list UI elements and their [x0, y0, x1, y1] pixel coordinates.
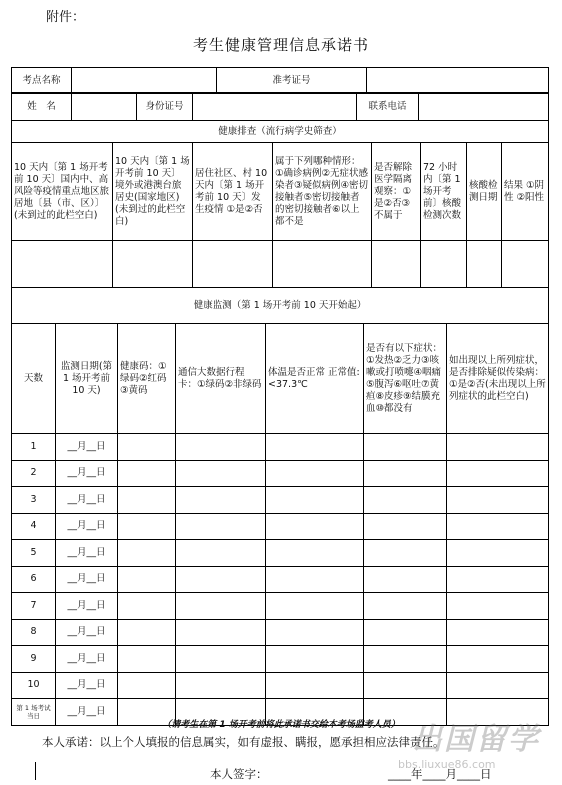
- table-row: [12, 593, 549, 620]
- monitoring-cell[interactable]: [176, 487, 266, 514]
- monitoring-date[interactable]: __月__日: [56, 487, 118, 514]
- monitoring-cell[interactable]: [118, 460, 176, 487]
- day-number: 第 1 场考试当日: [12, 699, 56, 726]
- monitoring-col-header: 如出现以上所列症状，是否排除疑似传染病：①是②否(未出现以上所列症状的此栏空白): [447, 324, 549, 434]
- monitoring-cell[interactable]: [364, 460, 447, 487]
- table-row: [12, 540, 549, 567]
- monitoring-cell[interactable]: [176, 513, 266, 540]
- monitoring-cell[interactable]: [364, 619, 447, 646]
- monitoring-cell[interactable]: [118, 540, 176, 567]
- monitoring-date[interactable]: __月__日: [56, 672, 118, 699]
- monitoring-cell[interactable]: [266, 513, 364, 540]
- table-row: [12, 460, 549, 487]
- screening-col-header: 核酸检测日期: [467, 143, 502, 241]
- monitoring-cell[interactable]: [176, 646, 266, 673]
- table-row: [12, 646, 549, 673]
- screening-cell[interactable]: [193, 241, 273, 288]
- day-number: 6: [12, 566, 56, 593]
- monitoring-cell[interactable]: [447, 540, 549, 567]
- day-number: 5: [12, 540, 56, 567]
- monitoring-cell[interactable]: [266, 593, 364, 620]
- page-title: 考生健康管理信息承诺书: [192, 36, 369, 54]
- screening-col-header: 居住社区、村 10 天内〔第 1 场开考前 10 天〕发生疫情 ①是②否: [193, 143, 273, 241]
- monitoring-cell[interactable]: [447, 593, 549, 620]
- monitoring-cell[interactable]: [176, 619, 266, 646]
- day-number: 3: [12, 487, 56, 514]
- screening-col-header: 10 天内〔第 1 场开考前 10 天〕境外或港澳台旅居史(国家地区)(未到过的此栏空白): [113, 143, 193, 241]
- monitoring-cell[interactable]: [447, 566, 549, 593]
- monitoring-cell[interactable]: [447, 460, 549, 487]
- monitoring-cell[interactable]: [176, 566, 266, 593]
- monitoring-date[interactable]: __月__日: [56, 434, 118, 461]
- monitoring-cell[interactable]: [176, 540, 266, 567]
- monitoring-cell[interactable]: [266, 434, 364, 461]
- monitoring-cell[interactable]: [118, 566, 176, 593]
- monitoring-cell[interactable]: [118, 646, 176, 673]
- screening-cell[interactable]: [113, 241, 193, 288]
- attachment-label: 附件：: [46, 10, 86, 25]
- monitoring-cell[interactable]: [447, 646, 549, 673]
- day-number: 7: [12, 593, 56, 620]
- screening-cell[interactable]: [372, 241, 421, 288]
- monitoring-cell[interactable]: [447, 619, 549, 646]
- monitoring-cell[interactable]: [447, 487, 549, 514]
- monitoring-cell[interactable]: [364, 540, 447, 567]
- ticket-no-label: 准考证号: [217, 68, 367, 94]
- table-row: [12, 513, 549, 540]
- monitoring-date[interactable]: __月__日: [56, 513, 118, 540]
- monitoring-col-header: 体温是否正常 正常值:<37.3℃: [266, 324, 364, 434]
- monitoring-col-header: 监测日期(第 1 场开考前 10 天): [56, 324, 118, 434]
- monitoring-cell[interactable]: [447, 513, 549, 540]
- monitoring-section-title: 健康监测（第 1 场开考前 10 天开始起）: [12, 288, 549, 324]
- screening-col-header: 10 天内〔第 1 场开考前 10 天〕国内中、高风险等疫情重点地区旅居地〔县（市、区）〕(未到过的此栏空白): [12, 143, 113, 241]
- exam-site-field[interactable]: [72, 68, 217, 94]
- day-number: 2: [12, 460, 56, 487]
- screening-col-header: 结果 ①阴性 ②阳性: [502, 143, 549, 241]
- monitoring-cell[interactable]: [364, 646, 447, 673]
- monitoring-col-header: 天数: [12, 324, 56, 434]
- monitoring-col-header: 健康码：①绿码②红码③黄码: [118, 324, 176, 434]
- table-row: [12, 566, 549, 593]
- footer-note: （请考生在第 1 场开考前将此承诺书交给本考场监考人员）: [162, 720, 400, 730]
- monitoring-date[interactable]: __月__日: [56, 646, 118, 673]
- monitoring-cell[interactable]: [176, 460, 266, 487]
- monitoring-cell[interactable]: [266, 566, 364, 593]
- monitoring-date[interactable]: __月__日: [56, 619, 118, 646]
- day-number: 9: [12, 646, 56, 673]
- monitoring-date[interactable]: __月__日: [56, 699, 118, 726]
- screening-cell[interactable]: [502, 241, 549, 288]
- monitoring-cell[interactable]: [364, 593, 447, 620]
- monitoring-cell[interactable]: [118, 619, 176, 646]
- name-field[interactable]: [72, 93, 137, 121]
- monitoring-cell[interactable]: [364, 487, 447, 514]
- monitoring-date[interactable]: __月__日: [56, 566, 118, 593]
- monitoring-cell[interactable]: [266, 672, 364, 699]
- ticket-no-field[interactable]: [367, 68, 549, 94]
- monitoring-cell[interactable]: [364, 513, 447, 540]
- monitoring-cell[interactable]: [447, 672, 549, 699]
- signature-date: ____年____月____日: [388, 767, 492, 781]
- monitoring-cell[interactable]: [176, 593, 266, 620]
- id-no-field[interactable]: [193, 93, 357, 121]
- screening-cell[interactable]: [421, 241, 467, 288]
- phone-field[interactable]: [419, 93, 549, 121]
- monitoring-col-header: 是否有以下症状：①发热②乏力③咳嗽或打喷嚏④咽痛⑤腹泻⑥呕吐⑦黄疸⑧皮疹⑨结膜充血⑩都没有: [364, 324, 447, 434]
- monitoring-cell[interactable]: [364, 672, 447, 699]
- monitoring-cell[interactable]: [266, 619, 364, 646]
- signature-label: 本人签字：: [210, 767, 268, 781]
- day-number: 4: [12, 513, 56, 540]
- watermark-logo: 出国留学: [412, 722, 540, 757]
- monitoring-cell[interactable]: [364, 566, 447, 593]
- monitoring-cell[interactable]: [118, 513, 176, 540]
- monitoring-cell[interactable]: [118, 487, 176, 514]
- monitoring-cell[interactable]: [176, 434, 266, 461]
- monitoring-cell[interactable]: [118, 672, 176, 699]
- monitoring-col-header: 通信大数据行程卡：①绿码②非绿码: [176, 324, 266, 434]
- table-row: [12, 672, 549, 699]
- margin-mark: [35, 762, 36, 780]
- day-number: 8: [12, 619, 56, 646]
- info-table-2: [11, 92, 549, 121]
- monitoring-cell[interactable]: [266, 540, 364, 567]
- monitoring-cell[interactable]: [266, 460, 364, 487]
- monitoring-cell[interactable]: [447, 434, 549, 461]
- phone-label: 联系电话: [357, 93, 419, 121]
- exam-site-label: 考点名称: [12, 68, 72, 94]
- screening-cell[interactable]: [467, 241, 502, 288]
- screening-table: [11, 120, 549, 288]
- screening-col-header: 是否解除医学隔离观察：①是②否③不属于: [372, 143, 421, 241]
- name-label: 姓 名: [12, 93, 72, 121]
- watermark-url: bbs.liuxue86.com: [398, 758, 496, 771]
- id-no-label: 身份证号: [137, 93, 193, 121]
- monitoring-cell[interactable]: [266, 487, 364, 514]
- day-number: 1: [12, 434, 56, 461]
- table-row: [12, 434, 549, 461]
- monitoring-cell[interactable]: [176, 672, 266, 699]
- monitoring-date[interactable]: __月__日: [56, 540, 118, 567]
- monitoring-date[interactable]: __月__日: [56, 460, 118, 487]
- table-row: [12, 487, 549, 514]
- monitoring-cell[interactable]: [266, 646, 364, 673]
- info-table: [11, 67, 549, 94]
- screening-col-header: 属于下列哪种情形：①确诊病例②无症状感染者③疑似病例④密切接触者⑤密切接触者的密切接触者⑥以上都不是: [273, 143, 372, 241]
- monitoring-date[interactable]: __月__日: [56, 593, 118, 620]
- monitoring-table: [11, 287, 549, 726]
- screening-section-title: 健康排查（流行病学史筛查）: [12, 121, 549, 143]
- monitoring-cell[interactable]: [118, 593, 176, 620]
- screening-cell[interactable]: [273, 241, 372, 288]
- day-number: 10: [12, 672, 56, 699]
- screening-cell[interactable]: [12, 241, 113, 288]
- screening-col-header: 72 小时内〔第 1 场开考前〕核酸检测次数: [421, 143, 467, 241]
- monitoring-cell[interactable]: [364, 434, 447, 461]
- monitoring-cell[interactable]: [118, 434, 176, 461]
- promise-text: 本人承诺：以上个人填报的信息属实，如有虚报、瞒报，愿承担相应法律责任。: [42, 735, 445, 749]
- table-row: [12, 619, 549, 646]
